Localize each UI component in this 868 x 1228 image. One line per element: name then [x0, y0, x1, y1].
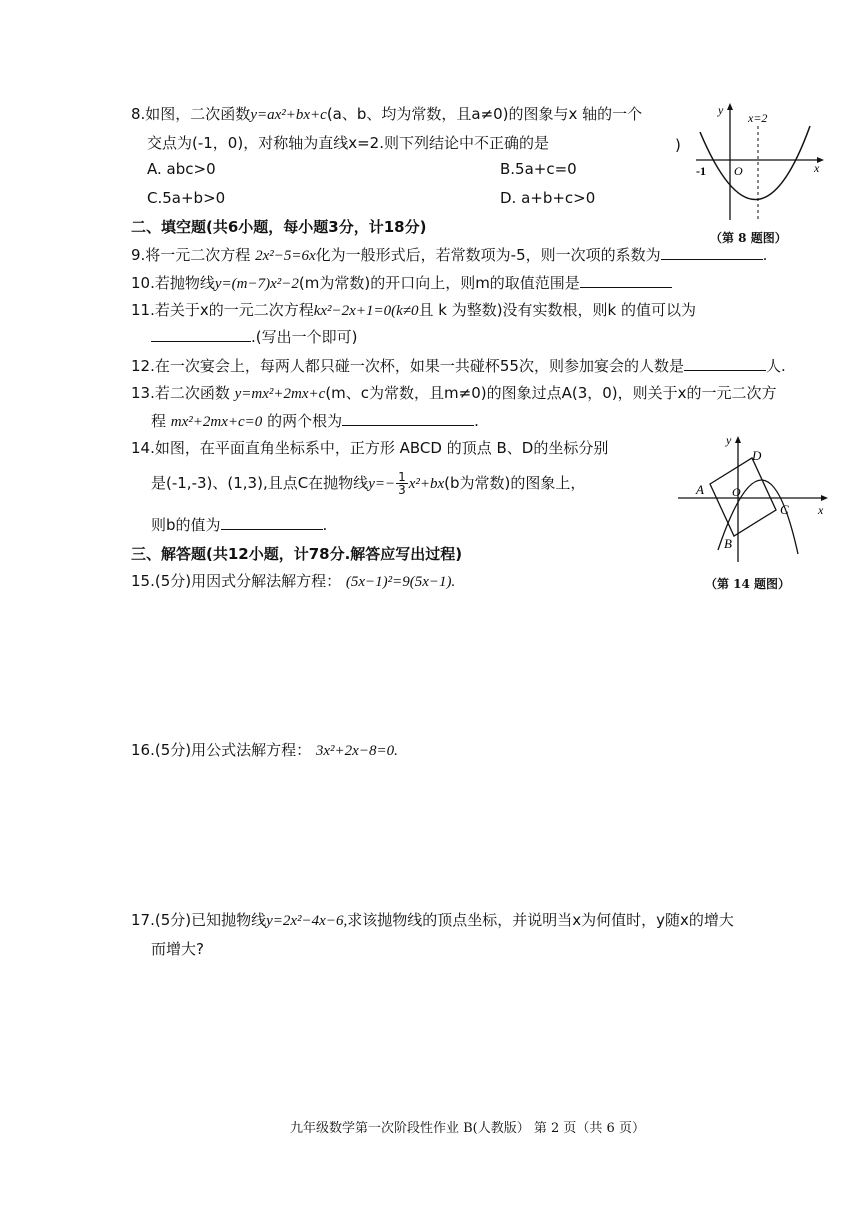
q12-answer-blank[interactable]: [684, 356, 766, 371]
q16-text: 16.(5分)用公式法解方程：: [131, 741, 312, 759]
q14-point-c: C: [780, 502, 789, 517]
q13-answer-blank[interactable]: [342, 411, 474, 426]
q15: [131, 570, 455, 591]
q10: [131, 272, 672, 293]
q14-answer-blank[interactable]: [221, 515, 323, 530]
q14-y-arrow: [735, 436, 741, 443]
q14-text: 是(-1,-3)、(1,3),且点C在抛物线: [151, 474, 369, 492]
q11-line1: [131, 299, 696, 320]
q13-equation: mx²+2mx+c=0: [170, 414, 263, 430]
q9-equation: 2x²−5=6x: [255, 248, 316, 264]
q14-fraction: [396, 471, 408, 496]
q8-figure: [690, 100, 830, 230]
q11-text-end: .(写出一个即可): [251, 328, 358, 346]
q14-line2: [151, 471, 585, 496]
q8-y-label: y: [718, 103, 724, 117]
q13-line2: [151, 410, 479, 431]
q15-equation: (5x−1)²=9(5x−1).: [345, 574, 456, 590]
section2-title: 二、填空题(共6小题，每小题3分，计18分): [131, 218, 427, 236]
q9-end: .: [762, 246, 768, 264]
q11-text: 11.若关于x的一元二次方程: [131, 301, 314, 319]
q14-line3-text: 则b的值为: [151, 516, 221, 534]
q17-text-cont: 求该抛物线的顶点坐标，并说明当x为何值时，y随x的增大: [347, 911, 734, 929]
q11-text-cont: 且 k 为整数)没有实数根，则k 的值可以为: [418, 301, 696, 319]
q14-line3: [151, 514, 327, 535]
q12-text: 12.在一次宴会上，每两人都只碰一次杯，如果一共碰杯55次，则参加宴会的人数是: [131, 357, 684, 375]
page-footer: 九年级数学第一次阶段性作业 B(人教版） 第 2 页（共 6 页）: [290, 1121, 645, 1136]
q16: [131, 739, 398, 760]
q12: [131, 355, 786, 376]
q9-text-cont: 化为一般形式后，若常数项为-5，则一次项的系数为: [315, 246, 661, 264]
q16-equation: 3x²+2x−8=0.: [315, 743, 398, 759]
q8-option-c: C.5a+b>0: [147, 189, 226, 207]
q8-text-cont: (a、b、均为常数，且a≠0)的图象与x 轴的一个: [326, 105, 643, 123]
q11-line2: [151, 326, 357, 347]
q14-figure: [674, 432, 834, 572]
q8-line2: 交点为(-1，0)，对称轴为直线x=2.则下列结论中不正确的是: [147, 134, 549, 152]
q8-figure-caption: （第 8 题图）: [710, 231, 787, 245]
q13-function: y=mx²+2mx+c: [234, 386, 326, 402]
q9-text: 9.将一元二次方程: [131, 246, 251, 264]
q13-line2-text: 程: [151, 412, 167, 430]
q11-equation: kx²−2x+1=0: [313, 303, 392, 319]
q8-y-arrow: [727, 103, 733, 110]
q14-text-cont: (b为常数)的图象上，: [444, 474, 586, 492]
q14-function-start: y=−: [368, 476, 396, 492]
q9-answer-blank[interactable]: [661, 245, 763, 260]
q14-function-end: x²+bx: [408, 476, 445, 492]
q10-text: 10.若抛物线: [131, 274, 215, 292]
q14-fraction-denominator: 3: [398, 483, 406, 497]
q9: [131, 244, 767, 265]
q8-option-a: A. abc>0: [147, 160, 216, 178]
q17-equation: y=2x²−4x−6,: [266, 913, 348, 929]
q14-line1: 14.如图，在平面直角坐标系中，正方形 ABCD 的顶点 B、D的坐标分别: [131, 439, 609, 457]
q13-end: .: [474, 412, 479, 430]
q11-answer-blank[interactable]: [151, 327, 251, 342]
q10-equation: y=(m−7)x²−2: [214, 276, 299, 292]
q14-fraction-numerator: 1: [398, 470, 406, 484]
q8-paren: ): [675, 136, 681, 154]
q13-text: 13.若二次函数: [131, 384, 230, 402]
q8-x-label: x: [814, 161, 820, 175]
q13-line1: [131, 382, 777, 403]
q17-line2: 而增大?: [151, 940, 204, 958]
q14-square-abcd: [710, 458, 776, 536]
q17-line1: [131, 909, 734, 930]
q8-function: y=ax²+bx+c: [250, 107, 327, 123]
q14-y-label: y: [726, 433, 732, 447]
q11-condition: (k≠0: [391, 303, 419, 319]
q14-point-b: B: [724, 536, 732, 551]
q8-text: 8.如图，二次函数: [131, 105, 251, 123]
q14-x-arrow: [821, 495, 828, 501]
section3-title: 三、解答题(共12小题，计78分.解答应写出过程): [131, 545, 463, 563]
q8-origin-label: O: [734, 164, 743, 178]
q8-minus-one-label: -1: [696, 164, 706, 178]
q14-point-d: D: [752, 448, 762, 463]
q8-parabola: [700, 126, 810, 200]
q8-line1: [131, 103, 642, 124]
q17-text: 17.(5分)已知抛物线: [131, 911, 267, 929]
q14-end: .: [322, 516, 328, 534]
q8-option-d: D. a+b+c>0: [500, 189, 596, 207]
q15-text: 15.(5分)用因式分解法解方程：: [131, 572, 342, 590]
q8-line-label: x=2: [748, 111, 768, 125]
q14-origin: O: [732, 485, 741, 499]
q14-figure-caption: （第 14 题图）: [705, 577, 791, 591]
q12-end: 人.: [765, 357, 786, 375]
q10-text-cont: (m为常数)的开口向上，则m的取值范围是: [298, 274, 580, 292]
q13-line2-text-cont: 的两个根为: [267, 412, 343, 430]
q10-answer-blank[interactable]: [580, 273, 672, 288]
q14-x-label: x: [818, 503, 824, 517]
q14-point-a: A: [696, 482, 704, 497]
q13-text-cont: (m、c为常数，且m≠0)的图象过点A(3，0)，则关于x的一元二次方: [325, 384, 777, 402]
q8-option-b: B.5a+c=0: [500, 160, 577, 178]
